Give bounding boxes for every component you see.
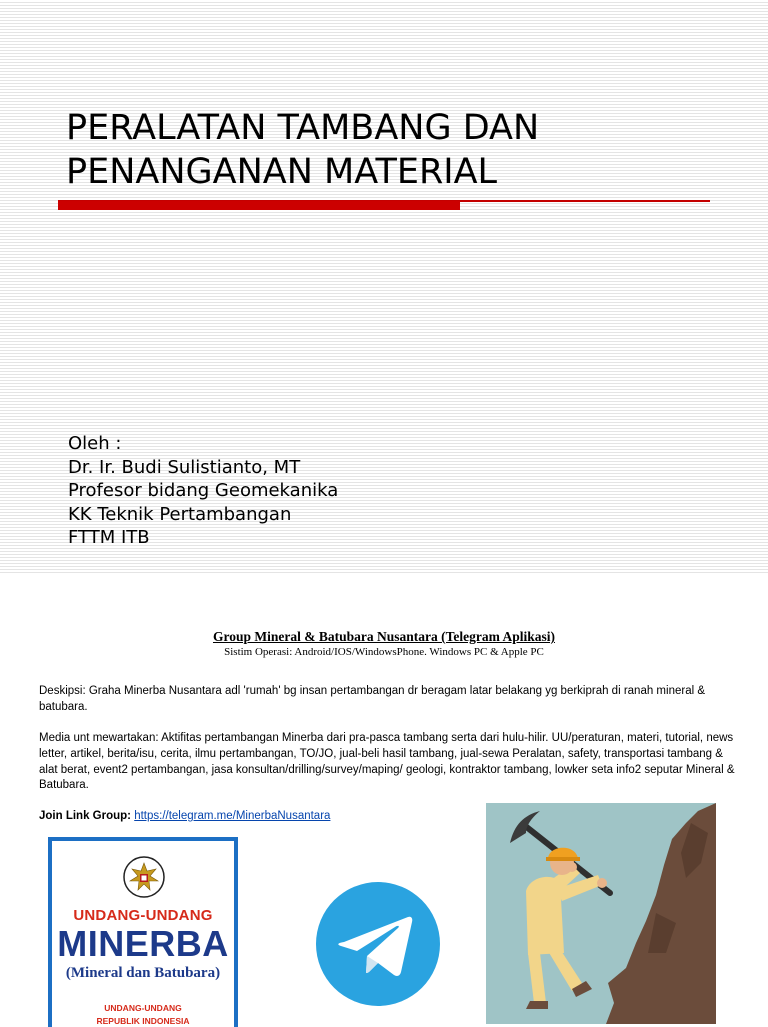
slide-title-line-1: PERALATAN TAMBANG DAN: [66, 108, 540, 148]
book-line-minerba: MINERBA: [57, 923, 229, 964]
slide-title-line-2: PENANGANAN MATERIAL: [66, 152, 498, 192]
media-paragraph: Media unt mewartakan: Aktifitas pertambangan Minerba dari pra-pasca tambang serta dari hulu-hilir. UU/peraturan, materi, tutorial, news letter, artikel, berita/isu, cerita, ilmu pertambangan, TO/JO, jual-beli hasil tambang, jual-sewa Peralatan, safety, transportasi tambang & alat berat, event2 pertambangan, jasa konsultan/drilling/survey/maping/ geologi, kontraktor tambang, lowker seta info2 seputar Mineral & Batubara.: [39, 732, 735, 792]
author-line-department: KK Teknik Pertambangan: [68, 503, 292, 525]
group-title: Group Mineral & Batubara Nusantara (Telegram Aplikasi): [212, 629, 555, 644]
author-line-title: Profesor bidang Geomekanika: [68, 480, 339, 501]
telegram-group-link[interactable]: https://telegram.me/MinerbaNusantara: [134, 810, 331, 822]
minerba-book-cover: [48, 837, 238, 1027]
group-os-line: Sistim Operasi: Android/IOS/WindowsPhone. Windows PC & Apple PC: [224, 646, 544, 658]
book-footer-line-1: UNDANG-UNDANG: [104, 1003, 182, 1013]
book-line-subtitle: (Mineral dan Batubara): [65, 965, 221, 981]
slide-title: [66, 106, 716, 194]
title-underline-thick: [58, 201, 460, 210]
author-line-by: Oleh :: [68, 433, 122, 454]
book-footer-line-2: REPUBLIK INDONESIA: [96, 1016, 190, 1026]
info-section: [0, 574, 768, 1024]
author-line-name: Dr. Ir. Budi Sulistianto, MT: [68, 456, 301, 478]
description-paragraph: Deskipsi: Graha Minerba Nusantara adl 'rumah' bg insan pertambangan dr beragam latar belakang yg berkiprah di ranah mineral & batubara.: [39, 685, 706, 713]
book-line-undang-undang: UNDANG-UNDANG: [73, 907, 213, 924]
garuda-emblem-icon: [122, 855, 166, 899]
author-line-faculty: FTTM ITB: [68, 527, 150, 548]
join-link-label: Join Link Group:: [39, 810, 131, 822]
telegram-logo-icon: [316, 882, 440, 1006]
book-cover-panel: [52, 841, 234, 1027]
miner-with-pickaxe-illustration: [486, 803, 716, 1024]
author-block: [68, 432, 668, 550]
